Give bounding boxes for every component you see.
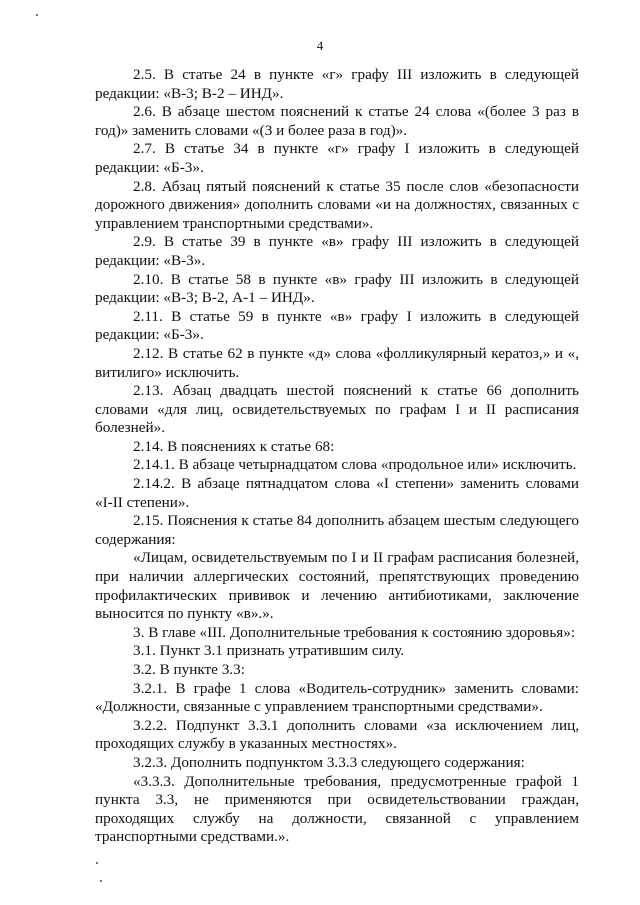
paragraph: 3.2. В пункте 3.3: [133,661,245,678]
document-body [95,66,579,847]
paragraph: 2.6. В абзаце шестом пояснений к статье 24 слова «(более 3 раз в год)» заменить словами «(3 и более раза в год)». [95,103,579,139]
paragraph: 2.13. Абзац двадцать шестой пояснений к статье 66 дополнить словами «для лиц, освидетельствуемых по графам I и II расписания болезней». [95,382,579,437]
paragraph: 2.14.1. В абзаце четырнадцатом слова «продольное или» исключить. [133,456,577,474]
paragraph: 2.9. В статье 39 в пункте «в» графу III изложить в следующей редакции: «В-3». [95,233,579,269]
paragraph: 2.5. В статье 24 в пункте «г» графу III изложить в следующей редакции: «В-3; В-2 – ИНД». [95,66,579,102]
paragraph: 2.15. Пояснения к статье 84 дополнить абзацем шестым следующего содержания: [95,512,579,548]
scan-speck [36,14,38,16]
scan-speck [96,862,98,864]
paragraph: 3.2.1. В графе 1 слова «Водитель-сотрудник» заменить словами: «Должности, связанные с управлением транспортными средствами». [95,679,579,716]
paragraph: 2.14. В пояснениях к статье 68: [133,437,335,455]
paragraph: 2.8. Абзац пятый пояснений к статье 35 после слов «безопасности дорожного движения» дополнить словами «и на должностях, связанных с управлением транспортными средствами». [95,177,579,232]
paragraph: 2.14.2. В абзаце пятнадцатом слова «I степени» заменить словами «I-II степени». [95,475,579,511]
paragraph: 2.7. В статье 34 в пункте «г» графу I изложить в следующей редакции: «Б-3». [95,140,579,176]
scan-speck [100,880,102,882]
paragraph: «Лицам, освидетельствуемым по I и II графам расписания болезней, при наличии аллергических состояний, препятствующих проведению профилактических прививок и лечению антибиотиками, заключение выносится по пункту «в».». [95,549,579,623]
paragraph: «3.3.3. Дополнительные требования, предусмотренные графой 1 пункта 3.3, не применяются при освидетельствовании граждан, проходящих службу на должности, связанной с управлением транспортными средствами.». [95,772,579,846]
paragraph: 2.11. В статье 59 в пункте «в» графу I изложить в следующей редакции: «Б-3». [95,307,579,344]
paragraph: 3. В главе «III. Дополнительные требования к состоянию здоровья»: [133,623,576,641]
paragraph: 3.2.3. Дополнить подпунктом 3.3.3 следующего содержания: [133,753,525,771]
paragraph: 2.12. В статье 62 в пункте «д» слова «фолликулярный кератоз,» и «, витилиго» исключить. [95,344,579,381]
page-number: 4 [316,38,324,53]
paragraph: 3.1. Пункт 3.1 признать утратившим силу. [133,642,405,660]
paragraph: 3.2.2. Подпункт 3.3.1 дополнить словами «за исключением лиц, проходящих службу в указанных местностях». [95,716,579,753]
paragraph: 2.10. В статье 58 в пункте «в» графу III изложить в следующей редакции: «В-3; В-2, А-1 – ИНД». [95,270,579,307]
